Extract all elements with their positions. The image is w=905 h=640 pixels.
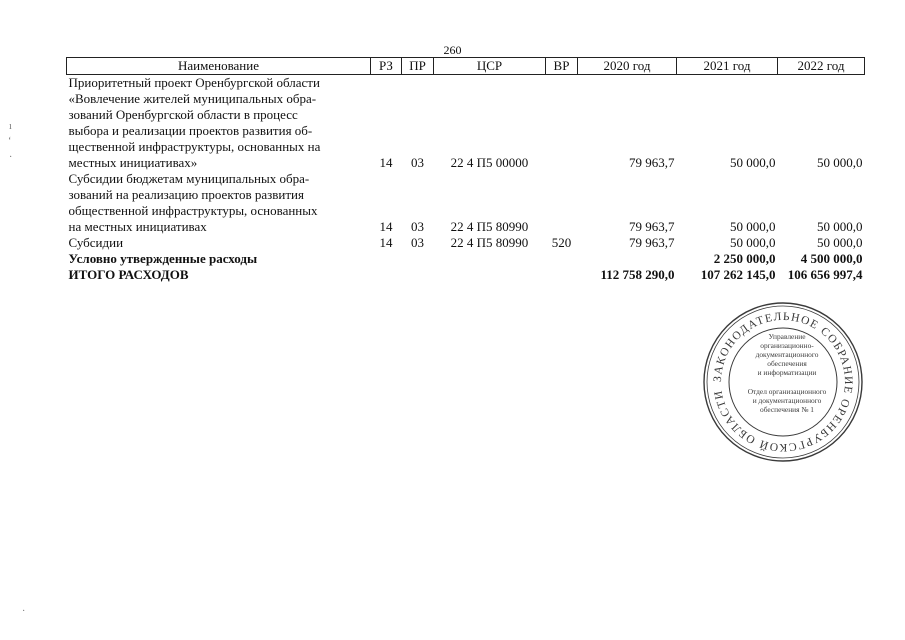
cell-pr [402,251,434,267]
budget-table [66,57,865,283]
stamp-inner-line: документационного [755,350,819,359]
cell-rz: 14 [379,155,393,170]
cell-pr: 03 [411,219,424,234]
cell-csr [434,251,546,267]
margin-mark-2: ʻ [8,136,12,147]
header-2022: 2022 год [778,58,865,75]
row-name: ИТОГО РАСХОДОВ [68,267,189,282]
stamp-inner-line: обеспечения [767,359,807,368]
table-header-row [67,58,865,75]
cell-y2022: 50 000,0 [817,235,863,250]
cell-y2022: 50 000,0 [817,155,863,170]
cell-csr [434,267,546,283]
stamp-ring-text: ЗАКОНОДАТЕЛЬНОЕ СОБРАНИЕ ОРЕНБУРГСКОЙ ОБЛАСТИ [711,310,855,454]
cell-y2020: 79 963,7 [629,235,675,250]
cell-csr: 22 4 П5 80990 [450,235,529,250]
header-csr: ЦСР [434,58,546,75]
cell-vr: 520 [551,235,572,250]
cell-vr [546,251,578,267]
row-name: Субсидии [68,235,124,250]
stamp-inner-line: Отдел организационного [747,387,827,396]
header-vr: ВР [546,58,578,75]
table-row [67,171,865,235]
cell-vr [546,267,578,283]
header-name: Наименование [67,58,371,75]
cell-y2021: 50 000,0 [730,235,776,250]
official-stamp [702,301,864,463]
table-row [67,267,865,283]
stamp-inner-line: обеспечения № 1 [760,405,814,414]
cell-csr: 22 4 П5 00000 [450,155,529,170]
table-row [67,75,865,172]
margin-mark-4: · [22,606,26,617]
cell-rz: 14 [379,235,393,250]
cell-y2021: 50 000,0 [730,155,776,170]
cell-y2021: 2 250 000,0 [713,251,776,266]
cell-y2020: 79 963,7 [629,155,675,170]
cell-csr: 22 4 П5 80990 [450,219,529,234]
cell-y2020: 79 963,7 [629,219,675,234]
cell-pr: 03 [411,235,424,250]
cell-vr [546,75,578,172]
header-2020: 2020 год [578,58,677,75]
cell-rz [371,251,402,267]
header-pr: ПР [402,58,434,75]
stamp-inner-line: организационно- [760,341,814,350]
cell-vr [546,171,578,235]
cell-y2022: 50 000,0 [817,219,863,234]
cell-rz: 14 [379,219,393,234]
cell-y2021: 50 000,0 [730,219,776,234]
stamp-inner-line: Управление [768,332,806,341]
cell-y2022: 4 500 000,0 [800,251,863,266]
header-rz: РЗ [371,58,402,75]
page-number: 260 [443,43,462,57]
table-row [67,251,865,267]
margin-mark-3: · [9,152,13,163]
cell-pr [402,267,434,283]
cell-rz [371,267,402,283]
table-row [67,235,865,251]
table-body [67,75,865,284]
stamp-seal [702,301,864,463]
stamp-inner-line: и документационного [752,396,822,405]
cell-y2022: 106 656 997,4 [787,267,863,282]
stamp-inner-line: и информатизации [757,368,817,377]
row-name: Приоритетный проект Оренбургской области «Вовлечение жителей муниципальных обра- зований Оренбургской области в процесс выбора и реализации проектов развития об- щественной инфраструктуры, основанных на местных инициативах» [68,75,321,170]
cell-y2020: 112 758 290,0 [600,267,675,282]
header-2021: 2021 год [677,58,778,75]
cell-y2021: 107 262 145,0 [700,267,776,282]
cell-pr: 03 [411,155,424,170]
row-name: Субсидии бюджетам муниципальных обра- зований на реализацию проектов развития общественной инфраструктуры, основанных на местных инициативах [68,171,318,234]
cell-y2020 [578,251,677,267]
row-name: Условно утвержденные расходы [68,251,258,266]
margin-mark-1: ı [9,121,12,132]
